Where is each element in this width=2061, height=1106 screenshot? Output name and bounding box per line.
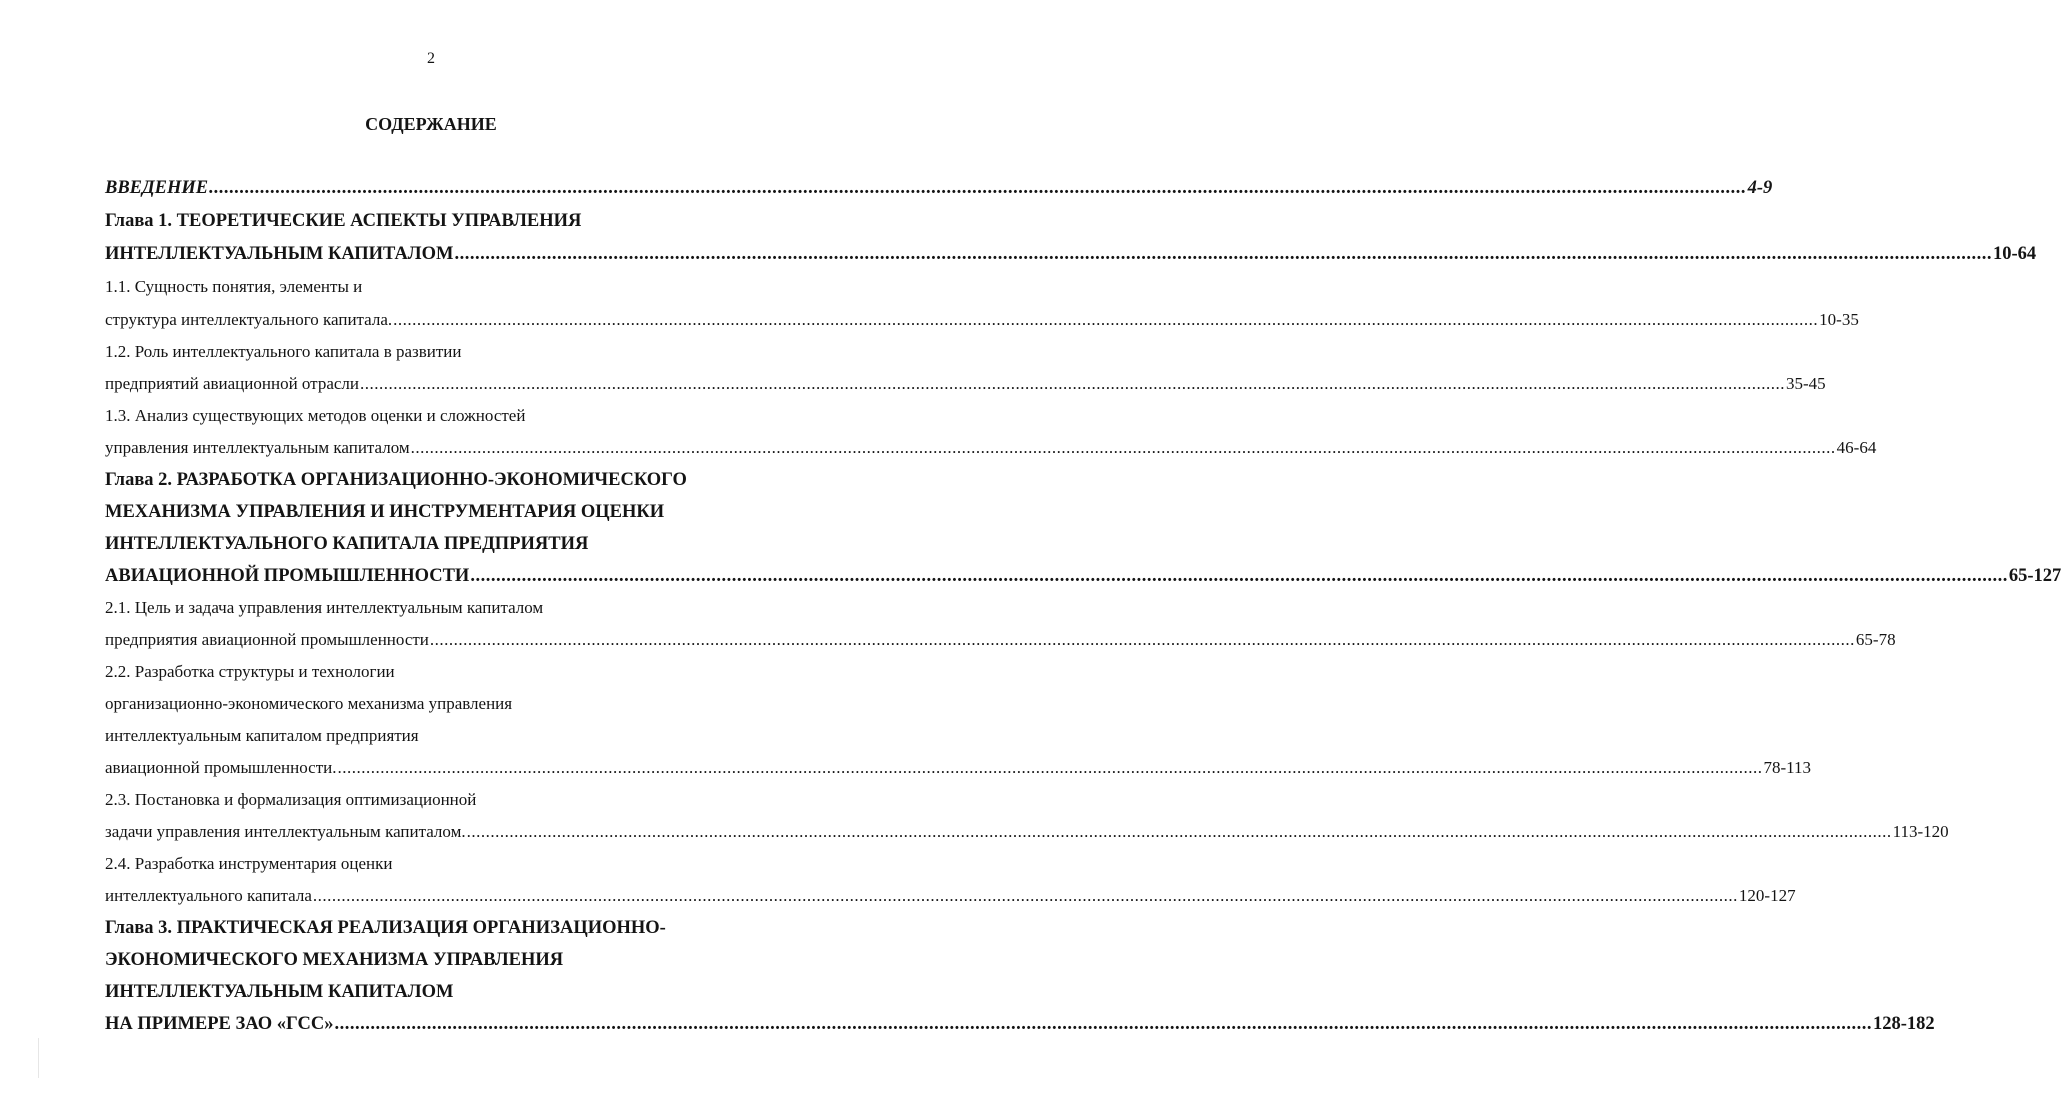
- toc-entry-title: 2.2. Разработка структуры и технологии: [105, 662, 395, 681]
- toc-section-1-2[interactable]: [105, 371, 1826, 397]
- page-number: 2: [427, 50, 435, 67]
- toc-section-2-2-heading-1[interactable]: [105, 659, 750, 685]
- toc-entry-title: АВИАЦИОННОЙ ПРОМЫШЛЕННОСТИ: [105, 566, 470, 586]
- toc-entry-title: ИНТЕЛЛЕКТУАЛЬНЫМ КАПИТАЛОМ: [105, 244, 454, 264]
- toc-entry-title: предприятия авиационной промышленности: [105, 630, 429, 649]
- toc-section-2-3[interactable]: [105, 819, 1949, 845]
- scan-edge-mark: [38, 1038, 39, 1078]
- toc-entry-title: управления интеллектуальным капиталом: [105, 438, 410, 457]
- toc-title: СОДЕРЖАНИЕ: [365, 114, 497, 134]
- toc-page-range: 65-127: [2008, 566, 2061, 586]
- dot-leader: ............................................................................................................................................................................................................................................................................................................: [209, 178, 1747, 198]
- toc-section-2-1-heading[interactable]: [105, 595, 750, 621]
- toc-entry-title: 1.1. Сущность понятия, элементы и: [105, 277, 363, 296]
- toc-entry-title: интеллектуального капитала: [105, 886, 312, 905]
- toc-entry-title: 2.4. Разработка инструментария оценки: [105, 854, 393, 873]
- toc-entry-title: Глава 1. ТЕОРЕТИЧЕСКИЕ АСПЕКТЫ УПРАВЛЕНИЯ: [105, 211, 582, 231]
- toc-chapter-3-heading-1[interactable]: [105, 915, 750, 941]
- toc-chapter-3-heading-3[interactable]: [105, 979, 750, 1005]
- toc-entry-title: авиационной промышленности.: [105, 758, 337, 777]
- toc-section-1-3[interactable]: [105, 435, 1877, 461]
- toc-section-2-4-heading[interactable]: [105, 851, 750, 877]
- toc-entry-title: Глава 2. РАЗРАБОТКА ОРГАНИЗАЦИОННО-ЭКОНОМИЧЕСКОГО: [105, 470, 687, 490]
- toc-page-range: 113-120: [1892, 822, 1949, 841]
- toc-entry-title: структура интеллектуального капитала.: [105, 310, 393, 329]
- toc-page-range: 10-64: [1992, 244, 2037, 264]
- toc-page-range: 128-182: [1873, 1014, 1935, 1034]
- toc-chapter-1[interactable]: [105, 241, 2037, 267]
- toc-section-1-1-heading[interactable]: [105, 274, 750, 300]
- toc-section-2-1[interactable]: [105, 627, 1896, 653]
- toc-page-range: 120-127: [1738, 886, 1796, 905]
- dot-leader: ............................................................................................................................................................................................................................................................................................................: [334, 1014, 1872, 1034]
- toc-entry-title: ВВЕДЕНИЕ: [105, 178, 209, 198]
- toc-chapter-3[interactable]: [105, 1011, 1935, 1037]
- toc-section-2-2-heading-2[interactable]: [105, 691, 750, 717]
- dot-leader: ............................................................................................................................................................................................................................................................................................................: [337, 758, 1763, 777]
- toc-section-1-1[interactable]: [105, 307, 1859, 333]
- toc-section-2-2-heading-3[interactable]: [105, 723, 750, 749]
- toc-entry-title: 2.3. Постановка и формализация оптимизационной: [105, 790, 477, 809]
- toc-page-range: 78-113: [1763, 758, 1811, 777]
- toc-page-range: 35-45: [1786, 374, 1826, 393]
- toc-section-2-4[interactable]: [105, 883, 1796, 909]
- toc-entry-title: ЭКОНОМИЧЕСКОГО МЕХАНИЗМА УПРАВЛЕНИЯ: [105, 950, 564, 970]
- toc-entry-title: 1.2. Роль интеллектуального капитала в развитии: [105, 342, 462, 361]
- toc-entry-intro[interactable]: [105, 175, 1773, 201]
- dot-leader: ............................................................................................................................................................................................................................................................................................................: [312, 886, 1738, 905]
- toc-page-range: 10-35: [1819, 310, 1859, 329]
- toc-page-range: 46-64: [1836, 438, 1877, 457]
- toc-entry-title: МЕХАНИЗМА УПРАВЛЕНИЯ И ИНСТРУМЕНТАРИЯ ОЦЕНКИ: [105, 502, 665, 522]
- toc-chapter-2-heading-1[interactable]: [105, 467, 750, 493]
- toc-entry-title: предприятий авиационной отрасли: [105, 374, 359, 393]
- toc-section-1-2-heading[interactable]: [105, 339, 750, 365]
- dot-leader: ............................................................................................................................................................................................................................................................................................................: [470, 566, 2008, 586]
- toc-entry-title: 1.3. Анализ существующих методов оценки и сложностей: [105, 406, 526, 425]
- toc-chapter-2[interactable]: [105, 563, 2061, 589]
- toc-chapter-2-heading-2[interactable]: [105, 499, 750, 525]
- dot-leader: ............................................................................................................................................................................................................................................................................................................: [360, 374, 1785, 393]
- toc-section-2-2[interactable]: [105, 755, 1811, 781]
- toc-entry-title: ИНТЕЛЛЕКТУАЛЬНЫМ КАПИТАЛОМ: [105, 982, 454, 1002]
- toc-chapter-3-heading-2[interactable]: [105, 947, 750, 973]
- toc-entry-title: Глава 3. ПРАКТИЧЕСКАЯ РЕАЛИЗАЦИЯ ОРГАНИЗАЦИОННО-: [105, 918, 666, 938]
- dot-leader: ............................................................................................................................................................................................................................................................................................................: [466, 822, 1892, 841]
- dot-leader: ............................................................................................................................................................................................................................................................................................................: [454, 244, 1992, 264]
- toc-chapter-2-heading-3[interactable]: [105, 531, 750, 557]
- toc-entry-title: организационно-экономического механизма управления: [105, 694, 513, 713]
- toc-section-1-3-heading[interactable]: [105, 403, 750, 429]
- toc-chapter-1-heading[interactable]: [105, 208, 750, 234]
- toc-entry-title: 2.1. Цель и задача управления интеллектуальным капиталом: [105, 598, 544, 617]
- toc-entry-title: интеллектуальным капиталом предприятия: [105, 726, 419, 745]
- toc-page-range: 65-78: [1855, 630, 1896, 649]
- dot-leader: ............................................................................................................................................................................................................................................................................................................: [393, 310, 1819, 329]
- toc-entry-title: НА ПРИМЕРЕ ЗАО «ГСС»: [105, 1014, 334, 1034]
- dot-leader: ............................................................................................................................................................................................................................................................................................................: [410, 438, 1836, 457]
- dot-leader: ............................................................................................................................................................................................................................................................................................................: [429, 630, 1855, 649]
- toc-page-range: 4-9: [1747, 178, 1773, 198]
- toc-section-2-3-heading[interactable]: [105, 787, 750, 813]
- toc-entry-title: задачи управления интеллектуальным капиталом.: [105, 822, 466, 841]
- toc-entry-title: ИНТЕЛЛЕКТУАЛЬНОГО КАПИТАЛА ПРЕДПРИЯТИЯ: [105, 534, 589, 554]
